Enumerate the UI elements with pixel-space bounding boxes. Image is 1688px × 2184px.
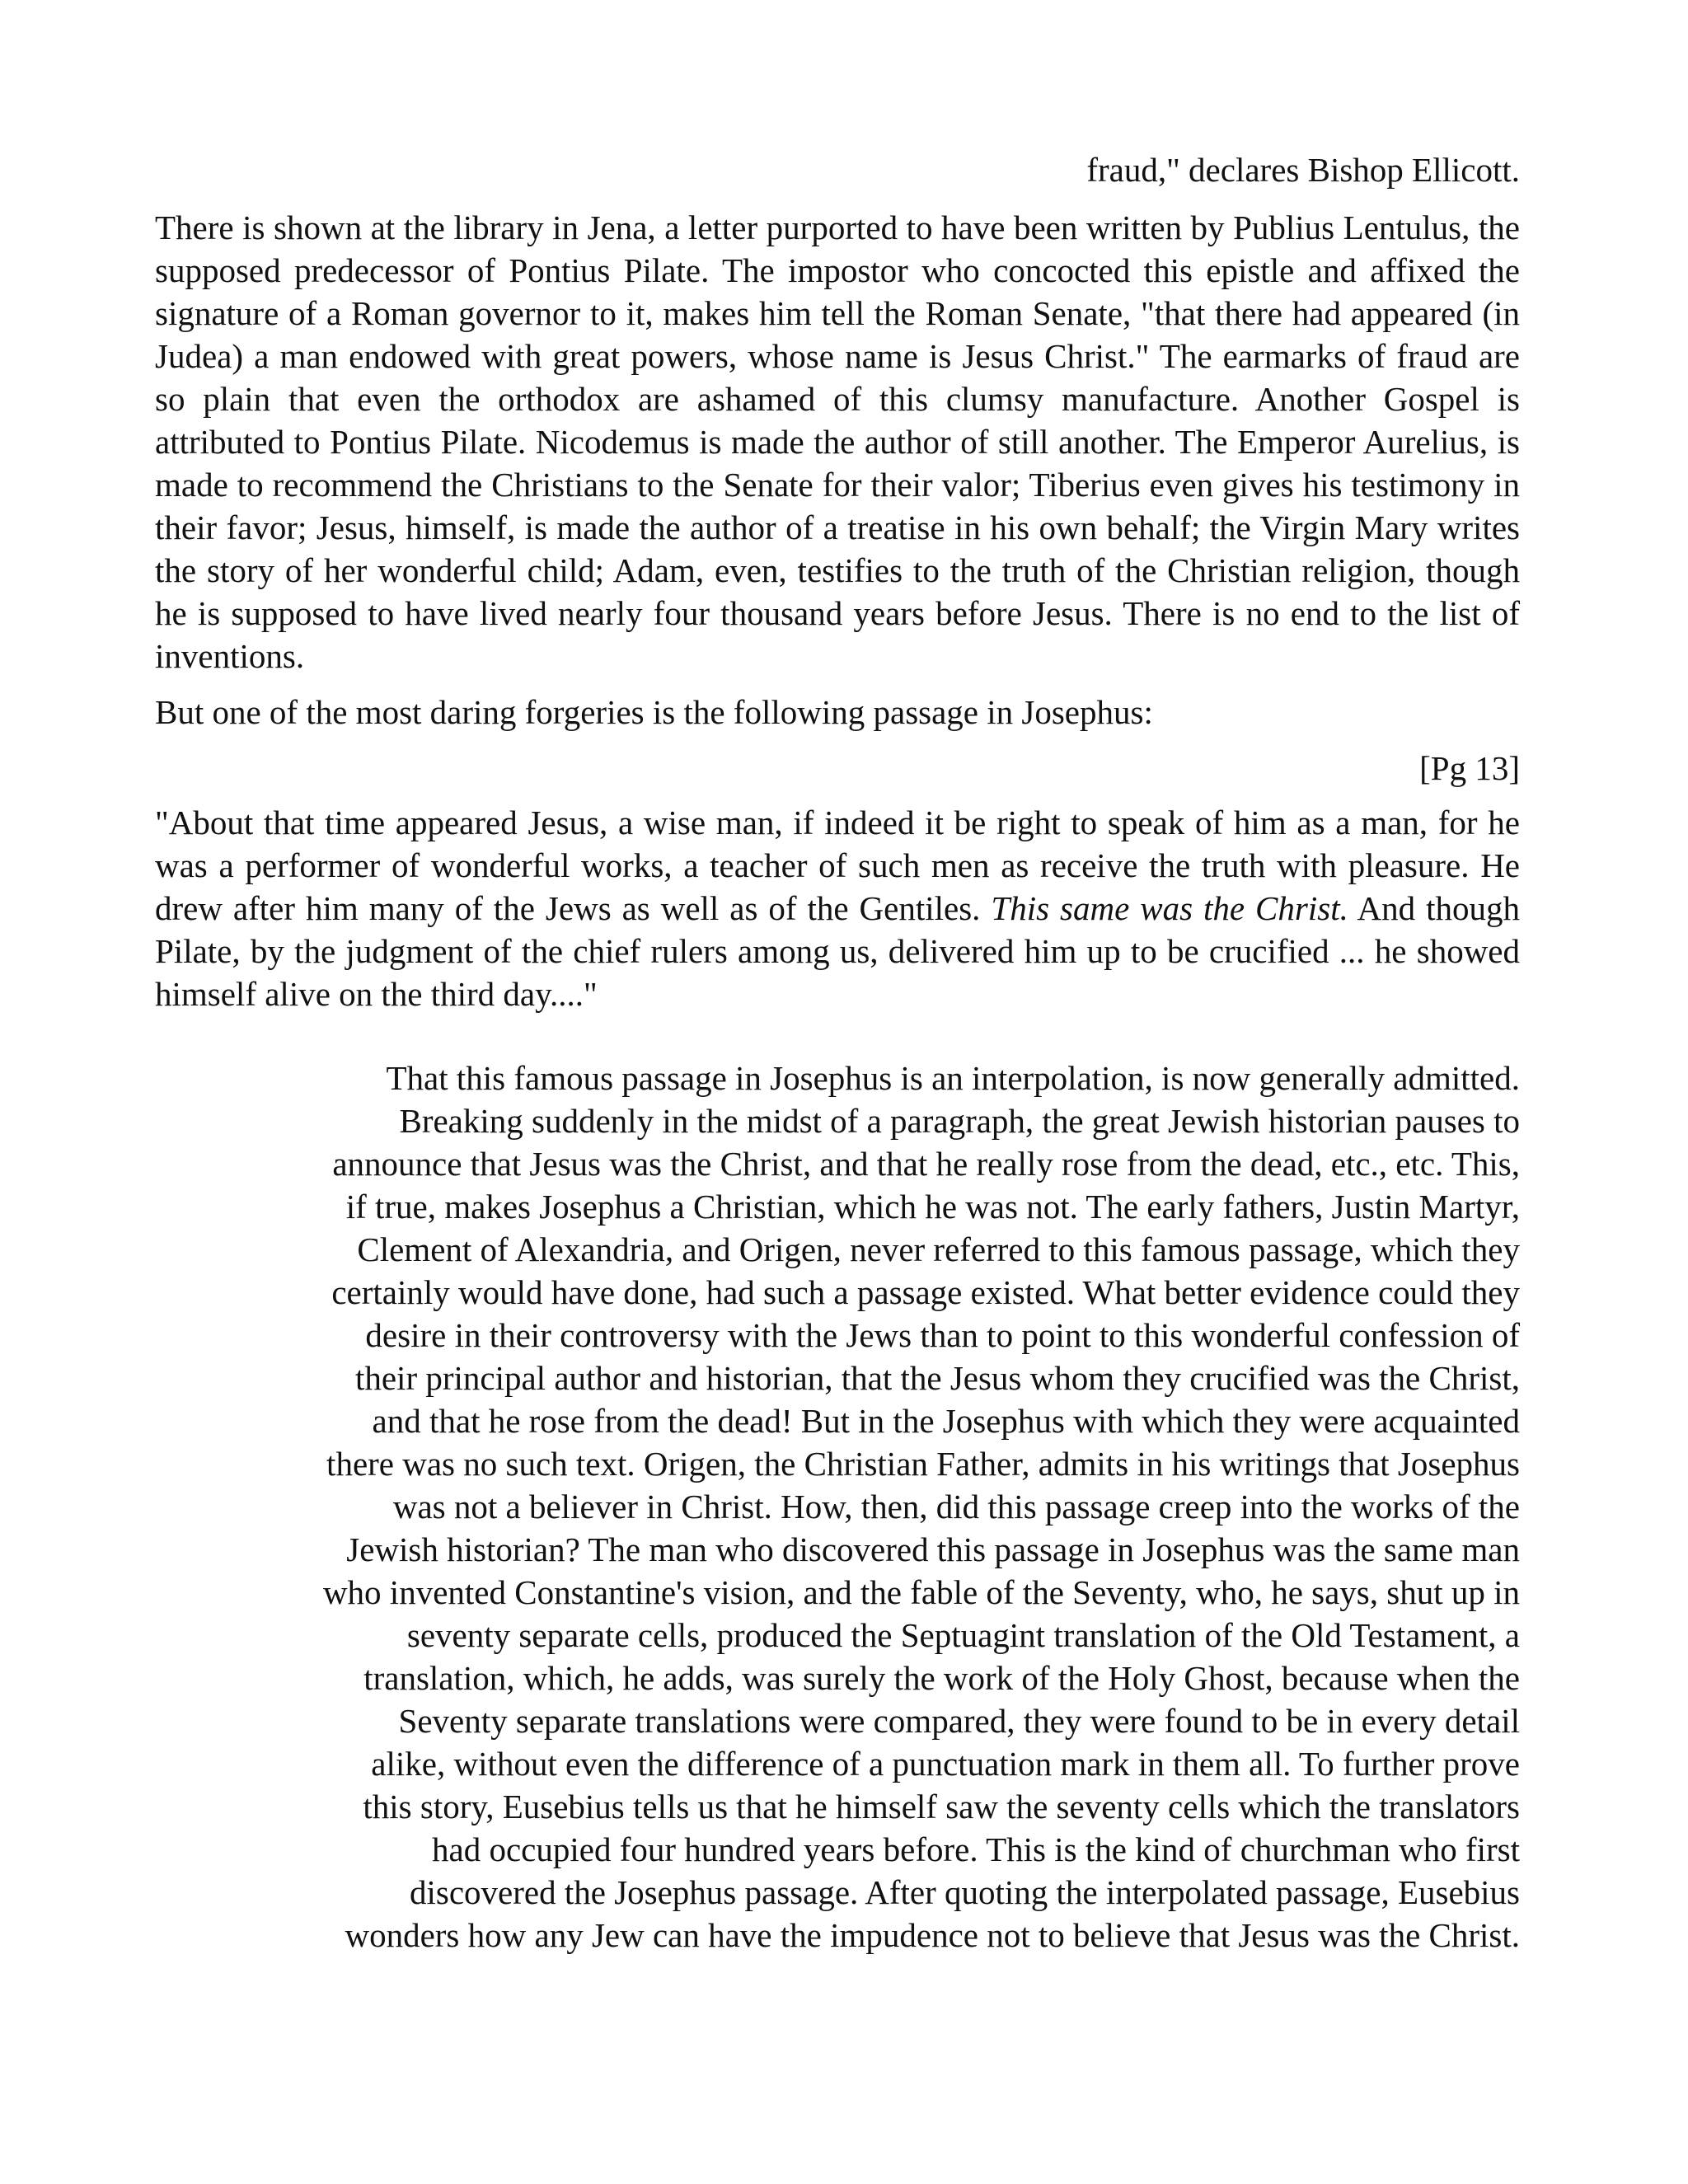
text-line: That this famous passage in Josephus is an interpolation, is now generally admitted. <box>386 1059 1520 1097</box>
text-line: was not a believer in Christ. How, then, did this passage creep into the works of the <box>392 1488 1520 1526</box>
text-line: who invented Constantine's vision, and the fable of the Seventy, who, he says, shut up in <box>322 1573 1520 1611</box>
text-line: Seventy separate translations were compared, they were found to be in every detail <box>398 1702 1520 1740</box>
josephus-quote <box>155 801 1520 1015</box>
paragraph-interpolation <box>155 1057 1520 1957</box>
text-line: Breaking suddenly in the midst of a paragraph, the great Jewish historian pauses to <box>399 1102 1520 1140</box>
text-line: seventy separate cells, produced the Septuagint translation of the Old Testament, a <box>406 1616 1520 1654</box>
paragraph-josephus-intro: But one of the most daring forgeries is the following passage in Josephus: <box>155 693 1153 731</box>
text-line: alike, without even the difference of a punctuation mark in them all. To further prove <box>371 1745 1520 1783</box>
text-line: desire in their controversy with the Jews than to point to this wonderful confession of <box>365 1316 1520 1354</box>
quote-text-part1: "About that time appeared Jesus, a wise man, if indeed it be right to speak of him as a man, for he was a performer of wonderful works, a teacher of such men as receive the truth with pleasure. He drew after him many of the Jews as well as of the Gentiles. <box>155 804 1520 927</box>
text-line: and that he rose from the dead! But in the Josephus with which they were acquainted <box>372 1402 1520 1440</box>
paragraph-forgeries: There is shown at the library in Jena, a letter purported to have been written by Publius Lentulus, the supposed predecessor of Pontius Pilate. The impostor who concocted this epistle and affixed the signature of a Roman governor to it, makes him tell the Roman Senate, "that there had appeared (in Judea) a man endowed with great powers, whose name is Jesus Christ." The earmarks of fraud are so plain that even the orthodox are ashamed of this clumsy manufacture. Another Gospel is attributed to Pontius Pilate. Nicodemus is made the author of still another. The Emperor Aurelius, is made to recommend the Christians to the Senate for their valor; Tiberius even gives his testimony in their favor; Jesus, himself, is made the author of a treatise in his own behalf; the Virgin Mary writes the story of her wonderful child; Adam, even, testifies to the truth of the Christian religion, though he is supposed to have lived nearly four thousand years before Jesus. There is no end to the list of inventions. <box>155 209 1520 675</box>
text-line: had occupied four hundred years before. This is the kind of churchman who first <box>432 1830 1520 1868</box>
continued-fragment: fraud," declares Bishop Ellicott. <box>1086 151 1520 189</box>
text-line: there was no such text. Origen, the Christian Father, admits in his writings that Josephus <box>326 1445 1520 1483</box>
text-line: Clement of Alexandria, and Origen, never referred to this famous passage, which they <box>357 1230 1520 1268</box>
text-line: Jewish historian? The man who discovered this passage in Josephus was the same man <box>346 1530 1520 1568</box>
page-marker: [Pg 13] <box>1419 749 1520 787</box>
quote-italic: This same was the Christ. <box>991 889 1348 927</box>
document-page <box>155 148 1520 1957</box>
text-line: discovered the Josephus passage. After quoting the interpolated passage, Eusebius <box>410 1873 1520 1911</box>
text-line: wonders how any Jew can have the impudence not to believe that Jesus was the Christ. <box>345 1916 1520 1954</box>
text-line: this story, Eusebius tells us that he himself saw the seventy cells which the translators <box>363 1788 1520 1825</box>
text-line: if true, makes Josephus a Christian, which he was not. The early fathers, Justin Martyr, <box>345 1188 1520 1226</box>
text-line: translation, which, he adds, was surely the work of the Holy Ghost, because when the <box>363 1659 1520 1697</box>
text-line: certainly would have done, had such a passage existed. What better evidence could they <box>331 1273 1520 1311</box>
quote-text-part2: And though Pilate, by the judgment of the chief rulers among us, delivered him up to be crucified ... he showed himself alive on the third day...." <box>155 889 1521 1013</box>
text-line: announce that Jesus was the Christ, and that he really rose from the dead, etc., etc. This, <box>332 1145 1520 1183</box>
text-line: their principal author and historian, that the Jesus whom they crucified was the Christ, <box>354 1359 1520 1397</box>
